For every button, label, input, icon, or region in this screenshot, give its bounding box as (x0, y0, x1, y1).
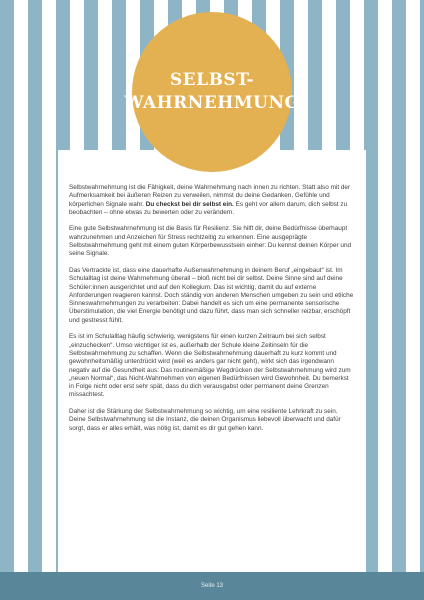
paragraph-1-text: Selbstwahrnehmung ist die Fähigkeit, deine Wahrnehmung nach innen zu richten. Statt also mit der Aufmerksamkeit bei äußeren Reizen zu verweilen, nimmst du deine Gedanken, Gefühle und körperlichen Signale wahr. (69, 184, 351, 208)
page-title (124, 69, 299, 115)
content-card (58, 150, 366, 572)
paragraph-1-after: Es geht vor allem darum, dich selbst zu beobachten – ohne etwas zu bewerten oder zu verändern. (69, 200, 348, 216)
body-text (69, 184, 355, 441)
footer-bar (0, 572, 424, 600)
title-line-1: SELBST- (169, 70, 255, 90)
page-number: Seite 13 (200, 583, 224, 589)
paragraph-4: Es ist im Schulalltag häufig schwierig, wenigstens für einen kurzen Zeitraum bei sich selbst „einzuchecken“. Umso wichtiger ist es, außerhalb der Schule kleine Zeitinseln für die Selbstwahrnehmung zu schaffen. Wenn die Selbstwahrnehmung dauerhaft zu kurz kommt und gewohnheitsmäßig unterdrückt wird (weil es anders gar nicht geht), wirkt sich das irgendwann negativ auf die Gesundheit aus: Das routinemäßige Wegdrücken der Selbstwahrnehmung wird zum „neuen Normal“, das Nicht-Wahrnehmen von eigenen Bedürfnissen wird Gewohnheit. Du bemerkst in Folge nicht oder erst sehr spät, dass du dich verausgabst oder permanent deine Grenzen missachtest. (69, 333, 351, 399)
title-line-2: WAHRNEHMUNG (124, 93, 300, 113)
paragraph-3: Das Vertrackte ist, dass eine dauerhafte Außenwahrnehmung in deinem Beruf „eingebaut“ ist. Im Schulalltag ist deine Wahrnehmung überall – bloß nicht bei dir selbst. Deine Sinne sind auf deine Schüler:innen ausgerichtet und auf den Kollegium. Das ist wichtig, damit du auf externe Anforderungen reagieren kannst. Doch ständig von anderen Menschen umgeben zu sein und etliche Sinneswahrnehmungen zu verarbeiten: Dabei handelt es sich um eine permanente sensorische Überstimulation, die viel Energie benötigt und dazu führt, dass man sich schneller reizbar, erschöpft und gestresst fühlt. (69, 266, 354, 324)
paragraph-5: Daher ist die Stärkung der Selbstwahrnehmung so wichtig, um eine resiliente Lehrkraft zu sein. Deine Selbstwahrnehmung ist die Instanz, die deinen Organismus liebevoll überwacht und dafür sorgt, dass er alles erhält, was nötig ist, damit es dir gut gehen kann. (69, 408, 341, 432)
paragraph-2: Eine gute Selbstwahrnehmung ist die Basis für Resilienz. Sie hilft dir, deine Bedürfnisse überhaupt wahrzunehmen und Anzeichen für Stress rechtzeitig zu erkennen. Eine ausgeprägte Selbstwahrnehmung geht mit einem guten Körperbewusstsein einher: Du kennst deinen Körper und seine Signale. (69, 225, 352, 258)
paragraph-1-bold: Du checkst bei dir selbst ein. (145, 200, 234, 208)
title-circle (124, 12, 300, 172)
paragraph-1 (69, 184, 355, 217)
